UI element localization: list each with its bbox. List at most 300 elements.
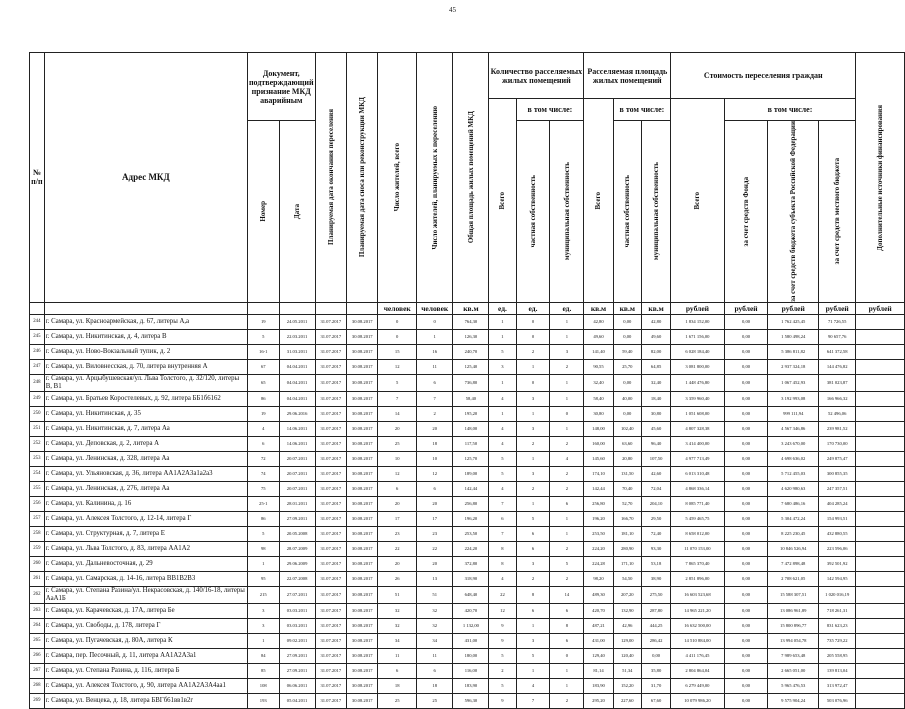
doc-number-cell: 3 — [247, 618, 279, 633]
area-municipal-cell: 38,90 — [641, 571, 670, 586]
row-number: 267 — [30, 663, 45, 678]
header-area-total: Всего — [584, 99, 613, 303]
cost-subject-cell: 15 588 307,51 — [768, 586, 819, 603]
residents-total-cell: 12 — [378, 466, 416, 481]
extra-sources-cell — [856, 314, 905, 329]
residents-planned-cell: 18 — [416, 436, 453, 451]
residents-planned-cell: 6 — [416, 374, 453, 391]
count-municipal-cell: 2 — [550, 481, 584, 496]
page-number: 45 — [449, 6, 456, 14]
count-total-cell: 2 — [489, 663, 516, 678]
count-municipal-cell: 2 — [550, 571, 584, 586]
cost-fund-cell: 0,00 — [724, 663, 768, 678]
cost-fund-cell: 0,00 — [724, 648, 768, 663]
total-area-cell: 117,50 — [453, 436, 489, 451]
area-total-cell: 30,80 — [584, 406, 613, 421]
planned-end-cell: 31.07.2017 — [315, 526, 346, 541]
unit-cell: человек — [416, 302, 453, 314]
planned-end-cell: 31.07.2017 — [315, 633, 346, 648]
resettlement-table — [29, 52, 905, 709]
header-cost-subject-budget: за счет средств бюджета субъекта Российской Федерации — [768, 121, 819, 303]
planned-demolish-cell: 30.08.2017 — [347, 556, 378, 571]
residents-planned-cell: 16 — [416, 344, 453, 359]
planned-demolish-cell: 30.08.2017 — [347, 314, 378, 329]
cost-total-cell: 14 965 221,20 — [671, 603, 724, 618]
planned-end-cell: 31.07.2017 — [315, 693, 346, 708]
table-row — [30, 314, 905, 329]
extra-sources-cell — [856, 451, 905, 466]
address-cell: г. Самара, пер. Песочный, д. 11, литера АА1А2А3а1 — [44, 648, 247, 663]
header-cost-group: Стоимость переселения граждан — [671, 53, 856, 99]
unit-cell: рублей — [768, 302, 819, 314]
planned-demolish-cell: 30.08.2017 — [347, 406, 378, 421]
row-number: 252 — [30, 436, 45, 451]
cost-subject-cell: 2 937 324,18 — [768, 359, 819, 374]
doc-date-cell: 29.06.2009 — [279, 556, 315, 571]
count-private-cell: 5 — [516, 511, 550, 526]
cost-total-cell: 2 804 864,04 — [671, 663, 724, 678]
doc-number-cell: 25-1 — [247, 496, 279, 511]
cost-local-cell: 432 880,55 — [819, 526, 856, 541]
area-private-cell: 280,90 — [613, 541, 641, 556]
total-area-cell: 224,20 — [453, 541, 489, 556]
count-total-cell: 1 — [489, 374, 516, 391]
header-area-group: Расселяемая площадь жилых помещений — [584, 53, 671, 99]
area-municipal-cell: 45,60 — [641, 421, 670, 436]
header-cost-fund: за счет средств Фонда — [724, 121, 768, 303]
planned-end-cell: 31.07.2017 — [315, 466, 346, 481]
cost-local-cell: 404 285,24 — [819, 496, 856, 511]
area-municipal-cell: 275,50 — [641, 586, 670, 603]
count-municipal-cell: 6 — [550, 496, 584, 511]
doc-number-cell: 1 — [247, 633, 279, 648]
count-municipal-cell: 1 — [550, 678, 584, 693]
address-cell: г. Самара, ул. Красноармейская, д. 67, литеры А,а — [44, 314, 247, 329]
doc-number-cell: 85 — [247, 663, 279, 678]
unit-cell: кв.м — [613, 302, 641, 314]
area-private-cell: 102,40 — [613, 421, 641, 436]
cost-fund-cell: 0,00 — [724, 556, 768, 571]
residents-total-cell: 25 — [378, 693, 416, 708]
area-municipal-cell: 30,80 — [641, 406, 670, 421]
cost-fund-cell: 0,00 — [724, 314, 768, 329]
planned-end-cell: 31.07.2017 — [315, 344, 346, 359]
total-area-cell: 189,00 — [453, 466, 489, 481]
area-municipal-cell: 35,80 — [641, 663, 670, 678]
count-private-cell: 0 — [516, 329, 550, 344]
area-private-cell: 54,50 — [613, 571, 641, 586]
planned-demolish-cell: 30.08.2017 — [347, 451, 378, 466]
extra-sources-cell — [856, 329, 905, 344]
residents-planned-cell: 12 — [416, 466, 453, 481]
table-row — [30, 496, 905, 511]
cost-local-cell: 381 023,87 — [819, 374, 856, 391]
extra-sources-cell — [856, 421, 905, 436]
cost-total-cell: 1 448 476,80 — [671, 374, 724, 391]
area-private-cell: 227,60 — [613, 693, 641, 708]
doc-number-cell: 72 — [247, 451, 279, 466]
residents-total-cell: 14 — [378, 406, 416, 421]
residents-total-cell: 6 — [378, 481, 416, 496]
address-cell: г. Самара, ул. Венцека, д. 18, литера БВГб61вв1в2г — [44, 693, 247, 708]
header-area-private: частная собственность — [613, 121, 641, 303]
count-municipal-cell: 1 — [550, 421, 584, 436]
count-municipal-cell: 6 — [550, 603, 584, 618]
row-number: 253 — [30, 451, 45, 466]
count-municipal-cell: 8 — [550, 618, 584, 633]
unit-cell: рублей — [724, 302, 768, 314]
area-municipal-cell: 29,50 — [641, 511, 670, 526]
cost-subject-cell: 4 620 980,63 — [768, 481, 819, 496]
count-private-cell: 2 — [516, 344, 550, 359]
table-row — [30, 693, 905, 708]
residents-planned-cell: 10 — [416, 451, 453, 466]
planned-demolish-cell: 30.08.2017 — [347, 344, 378, 359]
total-area-cell: 195,20 — [453, 406, 489, 421]
count-private-cell: 7 — [516, 693, 550, 708]
count-private-cell: 8 — [516, 586, 550, 603]
cost-total-cell: 5 459 465,75 — [671, 511, 724, 526]
count-municipal-cell: 1 — [550, 526, 584, 541]
extra-sources-cell — [856, 406, 905, 421]
area-municipal-cell: 67,60 — [641, 693, 670, 708]
doc-number-cell: 19 — [247, 406, 279, 421]
planned-end-cell: 31.07.2017 — [315, 603, 346, 618]
count-private-cell: 1 — [516, 618, 550, 633]
planned-demolish-cell: 30.08.2017 — [347, 374, 378, 391]
count-private-cell: 2 — [516, 436, 550, 451]
doc-number-cell: 67 — [247, 359, 279, 374]
unit-cell: кв.м — [453, 302, 489, 314]
table-row — [30, 329, 905, 344]
count-municipal-cell: 5 — [550, 556, 584, 571]
cost-subject-cell: 5 965 476,53 — [768, 678, 819, 693]
header-cost-total: Всего — [671, 99, 724, 303]
header-count-in-that: в том числе: — [516, 99, 584, 121]
area-municipal-cell: 64,85 — [641, 359, 670, 374]
address-cell: г. Самара, ул. Свободы, д. 178, литера Г — [44, 618, 247, 633]
doc-date-cell: 24.05.2011 — [279, 314, 315, 329]
doc-date-cell: 04.04.2011 — [279, 359, 315, 374]
cost-fund-cell: 0,00 — [724, 406, 768, 421]
residents-total-cell: 20 — [378, 421, 416, 436]
cost-fund-cell: 0,00 — [724, 571, 768, 586]
total-area-cell: 180,00 — [453, 648, 489, 663]
header-count-group: Количество расселяемых жилых помещений — [489, 53, 584, 99]
cost-subject-cell: 8 225 230,45 — [768, 526, 819, 541]
table-row — [30, 648, 905, 663]
area-total-cell: 142,44 — [584, 481, 613, 496]
doc-number-cell: 74 — [247, 466, 279, 481]
area-total-cell: 129,40 — [584, 648, 613, 663]
cost-local-cell: 205 558,95 — [819, 648, 856, 663]
planned-end-cell: 31.07.2017 — [315, 618, 346, 633]
count-private-cell: 1 — [516, 451, 550, 466]
planned-end-cell: 31.07.2017 — [315, 571, 346, 586]
cost-total-cell: 1 051 608,00 — [671, 406, 724, 421]
area-private-cell: 171,10 — [613, 556, 641, 571]
area-municipal-cell: 42,60 — [641, 466, 670, 481]
cost-local-cell: 831 623,23 — [819, 618, 856, 633]
residents-planned-cell: 2 — [416, 406, 453, 421]
count-total-cell: 5 — [489, 451, 516, 466]
area-total-cell: 224,28 — [584, 556, 613, 571]
cost-total-cell: 3 081 800,00 — [671, 359, 724, 374]
cost-local-cell: 52 496,06 — [819, 406, 856, 421]
cost-subject-cell: 9 575 904,24 — [768, 693, 819, 708]
doc-number-cell: 86 — [247, 511, 279, 526]
area-total-cell: 148,00 — [584, 421, 613, 436]
area-private-cell: 0,00 — [613, 374, 641, 391]
table-row — [30, 391, 905, 406]
area-municipal-cell: 93,30 — [641, 541, 670, 556]
cost-local-cell: 249 875,47 — [819, 451, 856, 466]
planned-demolish-cell: 30.08.2017 — [347, 526, 378, 541]
area-municipal-cell: 107,50 — [641, 451, 670, 466]
cost-local-cell: 142 594,95 — [819, 571, 856, 586]
address-cell: г. Самара, ул. Братьев Коростелевых, д. 92, литера ББ1б6162 — [44, 391, 247, 406]
doc-number-cell: 95 — [247, 571, 279, 586]
cost-fund-cell: 0,00 — [724, 329, 768, 344]
cost-subject-cell: 3 192 993,08 — [768, 391, 819, 406]
extra-sources-cell — [856, 526, 905, 541]
extra-sources-cell — [856, 391, 905, 406]
area-municipal-cell: 72,40 — [641, 526, 670, 541]
residents-total-cell: 15 — [378, 344, 416, 359]
residents-planned-cell: 25 — [416, 693, 453, 708]
count-private-cell: 5 — [516, 648, 550, 663]
extra-sources-cell — [856, 436, 905, 451]
area-private-cell: 51,34 — [613, 663, 641, 678]
area-total-cell: 145,60 — [584, 451, 613, 466]
total-area-cell: 372,80 — [453, 556, 489, 571]
planned-end-cell: 31.07.2017 — [315, 496, 346, 511]
total-area-cell: 142,44 — [453, 481, 489, 496]
cost-subject-cell: 1 580 498,24 — [768, 329, 819, 344]
doc-number-cell: 4 — [247, 421, 279, 436]
unit-cell: рублей — [671, 302, 724, 314]
doc-number-cell: 3 — [247, 603, 279, 618]
planned-demolish-cell: 30.08.2017 — [347, 618, 378, 633]
area-private-cell: 129,00 — [613, 633, 641, 648]
extra-sources-cell — [856, 511, 905, 526]
cost-fund-cell: 0,00 — [724, 693, 768, 708]
total-area-cell: 116,00 — [453, 663, 489, 678]
planned-demolish-cell: 30.08.2017 — [347, 511, 378, 526]
cost-subject-cell: 3 243 670,00 — [768, 436, 819, 451]
address-cell: г. Самара, ул. Калинина, д. 16 — [44, 496, 247, 511]
total-area-cell: 148,00 — [453, 421, 489, 436]
doc-number-cell: 193 — [247, 693, 279, 708]
cost-fund-cell: 0,00 — [724, 451, 768, 466]
cost-local-cell: 300 855,35 — [819, 466, 856, 481]
cost-local-cell: 392 501,92 — [819, 556, 856, 571]
cost-total-cell: 6 028 184,40 — [671, 344, 724, 359]
cost-total-cell: 6 279 449,00 — [671, 678, 724, 693]
area-municipal-cell: 286,42 — [641, 633, 670, 648]
planned-demolish-cell: 30.08.2017 — [347, 496, 378, 511]
count-municipal-cell: 2 — [550, 541, 584, 556]
extra-sources-cell — [856, 663, 905, 678]
doc-date-cell: 04.04.2011 — [279, 391, 315, 406]
doc-date-cell: 31.03.2011 — [279, 344, 315, 359]
planned-demolish-cell: 30.08.2017 — [347, 541, 378, 556]
count-total-cell: 8 — [489, 541, 516, 556]
planned-end-cell: 31.07.2017 — [315, 481, 346, 496]
header-area-municipal: муниципальная собственность — [641, 121, 670, 303]
doc-number-cell: 98 — [247, 541, 279, 556]
row-number: 257 — [30, 511, 45, 526]
cost-subject-cell: 999 111,94 — [768, 406, 819, 421]
cost-total-cell: 1 671 156,00 — [671, 329, 724, 344]
cost-subject-cell: 15 800 896,77 — [768, 618, 819, 633]
cost-subject-cell: 4 567 346,86 — [768, 421, 819, 436]
cost-total-cell: 4 807 328,38 — [671, 421, 724, 436]
cost-subject-cell: 7 680 486,16 — [768, 496, 819, 511]
residents-planned-cell: 32 — [416, 618, 453, 633]
residents-total-cell: 34 — [378, 633, 416, 648]
area-private-cell: 0,00 — [613, 314, 641, 329]
row-number: 248 — [30, 374, 45, 391]
count-private-cell: 0 — [516, 374, 550, 391]
planned-demolish-cell: 30.08.2017 — [347, 391, 378, 406]
count-municipal-cell: 3 — [550, 344, 584, 359]
address-cell: г. Самара, ул. Дальневосточная, д. 29 — [44, 556, 247, 571]
doc-date-cell: 09.02.2011 — [279, 633, 315, 648]
total-area-cell: 596,30 — [453, 693, 489, 708]
planned-end-cell: 31.07.2017 — [315, 556, 346, 571]
header-area-in-that: в том числе: — [613, 99, 671, 121]
residents-planned-cell: 34 — [416, 633, 453, 648]
residents-planned-cell: 18 — [416, 678, 453, 693]
planned-end-cell: 31.07.2017 — [315, 541, 346, 556]
planned-demolish-cell: 30.08.2017 — [347, 481, 378, 496]
count-private-cell: 2 — [516, 481, 550, 496]
extra-sources-cell — [856, 586, 905, 603]
address-cell: г. Самара, ул. Арцыбушевская/ул. Льва Толстого, д. 32/120, литеры В, В1 — [44, 374, 247, 391]
area-municipal-cell: 204,10 — [641, 496, 670, 511]
count-municipal-cell: 2 — [550, 436, 584, 451]
doc-date-cell: 27.07.2011 — [279, 586, 315, 603]
count-total-cell: 4 — [489, 436, 516, 451]
planned-end-cell: 31.07.2017 — [315, 329, 346, 344]
planned-end-cell: 31.07.2017 — [315, 511, 346, 526]
count-private-cell: 0 — [516, 314, 550, 329]
total-area-cell: 318,90 — [453, 571, 489, 586]
total-area-cell: 736,80 — [453, 374, 489, 391]
count-private-cell: 3 — [516, 391, 550, 406]
residents-planned-cell: 7 — [416, 391, 453, 406]
cost-subject-cell: 1 067 452,93 — [768, 374, 819, 391]
doc-number-cell: 1 — [247, 556, 279, 571]
doc-number-cell: 86 — [247, 391, 279, 406]
planned-demolish-cell: 30.08.2017 — [347, 603, 378, 618]
doc-date-cell: 14.06.2011 — [279, 436, 315, 451]
residents-total-cell: 11 — [378, 648, 416, 663]
area-total-cell: 489,30 — [584, 586, 613, 603]
residents-planned-cell: 22 — [416, 541, 453, 556]
area-private-cell: 40,00 — [613, 391, 641, 406]
total-area-cell: 648,40 — [453, 586, 489, 603]
total-area-cell: 126,30 — [453, 329, 489, 344]
count-municipal-cell: 2 — [550, 693, 584, 708]
row-number: 258 — [30, 526, 45, 541]
residents-total-cell: 32 — [378, 618, 416, 633]
total-area-cell: 420,70 — [453, 603, 489, 618]
cost-fund-cell: 0,00 — [724, 526, 768, 541]
count-municipal-cell: 1 — [550, 329, 584, 344]
count-total-cell: 9 — [489, 618, 516, 633]
cost-local-cell: 154 993,51 — [819, 511, 856, 526]
extra-sources-cell — [856, 466, 905, 481]
count-total-cell: 4 — [489, 421, 516, 436]
extra-sources-cell — [856, 618, 905, 633]
header-planned-demolish-date: Планируемая дата сноса или реконструкции МКД — [347, 53, 378, 303]
area-total-cell: 141,40 — [584, 344, 613, 359]
count-private-cell: 1 — [516, 406, 550, 421]
area-municipal-cell: 82,00 — [641, 344, 670, 359]
row-number: 260 — [30, 556, 45, 571]
doc-date-cell: 03.03.2011 — [279, 603, 315, 618]
residents-planned-cell: 1 — [416, 329, 453, 344]
area-private-cell: 42,96 — [613, 618, 641, 633]
row-number: 255 — [30, 481, 45, 496]
residents-planned-cell: 6 — [416, 663, 453, 678]
header-address: Адрес МКД — [44, 53, 247, 303]
count-total-cell: 6 — [489, 511, 516, 526]
unit-cell: ед. — [516, 302, 550, 314]
cost-fund-cell: 0,00 — [724, 374, 768, 391]
row-number: 264 — [30, 618, 45, 633]
area-total-cell: 295,20 — [584, 693, 613, 708]
doc-date-cell: 22.03.2011 — [279, 329, 315, 344]
table-row — [30, 451, 905, 466]
total-area-cell: 196,20 — [453, 511, 489, 526]
area-municipal-cell: 49,60 — [641, 329, 670, 344]
header-num: № п/п — [30, 53, 45, 303]
table-row — [30, 511, 905, 526]
residents-planned-cell: 11 — [416, 359, 453, 374]
extra-sources-cell — [856, 541, 905, 556]
cost-total-cell: 1 834 152,00 — [671, 314, 724, 329]
doc-number-cell: 5 — [247, 526, 279, 541]
table-row — [30, 556, 905, 571]
cost-subject-cell: 7 472 898,48 — [768, 556, 819, 571]
doc-date-cell: 05.04.2011 — [279, 693, 315, 708]
count-municipal-cell: 1 — [550, 511, 584, 526]
doc-date-cell: 20.07.2011 — [279, 466, 315, 481]
address-cell: г. Самара, ул. Льва Толстого, д. 83, литера АА1А2 — [44, 541, 247, 556]
row-number: 265 — [30, 633, 45, 648]
residents-total-cell: 51 — [378, 586, 416, 603]
area-private-cell: 70,40 — [613, 481, 641, 496]
residents-planned-cell: 20 — [416, 496, 453, 511]
cost-subject-cell: 10 846 526,94 — [768, 541, 819, 556]
area-total-cell: 98,20 — [584, 571, 613, 586]
residents-total-cell: 18 — [378, 678, 416, 693]
table-row — [30, 541, 905, 556]
table-row — [30, 678, 905, 693]
area-private-cell: 120,40 — [613, 648, 641, 663]
cost-local-cell: 139 813,04 — [819, 663, 856, 678]
residents-total-cell: 26 — [378, 571, 416, 586]
residents-total-cell: 23 — [378, 526, 416, 541]
address-cell: г. Самара, ул. Карачевская, д. 17А, литера Бе — [44, 603, 247, 618]
total-area-cell: 58,40 — [453, 391, 489, 406]
row-number: 254 — [30, 466, 45, 481]
area-municipal-cell: 18,40 — [641, 391, 670, 406]
address-cell: г. Самара, ул. Степана Разина/ул. Некрасовская, д. 140/16-18, литеры АаА1Б — [44, 586, 247, 603]
